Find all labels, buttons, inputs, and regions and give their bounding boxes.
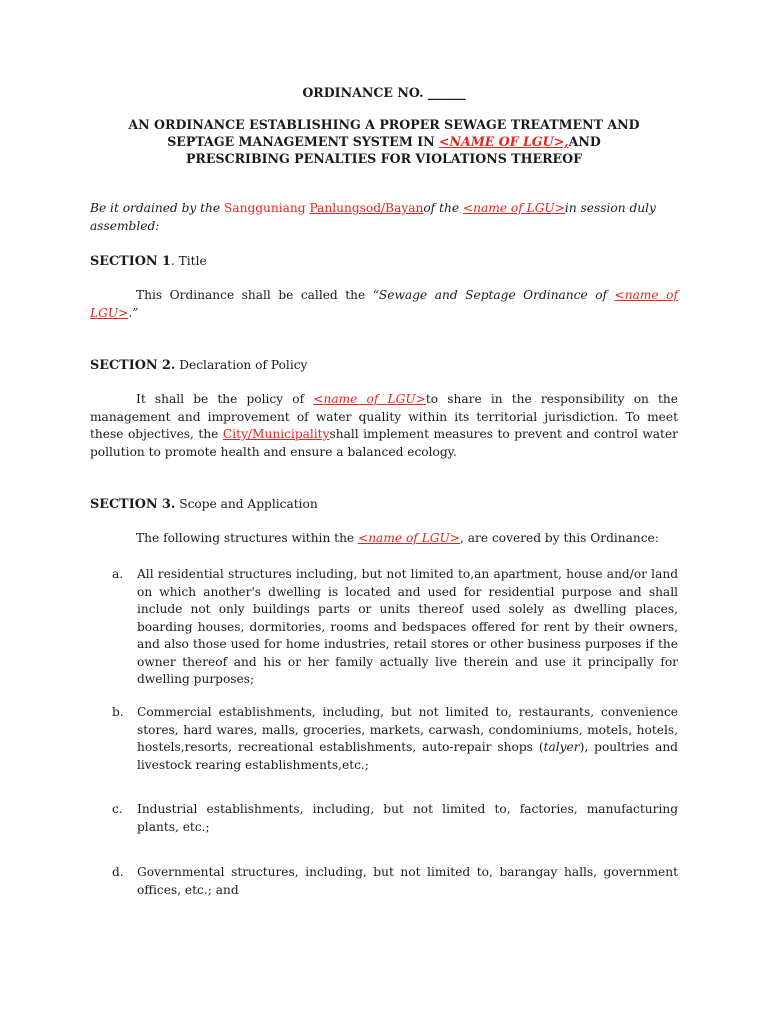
ordinance-number: ORDINANCE NO. ______ [302, 85, 466, 100]
ordinance-title [100, 116, 668, 167]
list-item-letter: b. [112, 705, 124, 719]
title-line-3: PRESCRIBING PENALTIES FOR VIOLATIONS THEREOF [185, 151, 583, 166]
preamble-text-3: in session duly assembled: [90, 201, 656, 233]
section-3-label: SECTION 3. [90, 497, 176, 512]
lgu-placeholder: <name of LGU> [90, 288, 678, 320]
preamble-text-2: of the [423, 201, 463, 215]
list-item-d [112, 864, 678, 899]
list-item-text [137, 704, 678, 774]
list-item-letter: c. [112, 802, 123, 816]
title-line-2 [100, 133, 668, 150]
list-item-c [112, 801, 678, 836]
talyer-term: talyer [543, 740, 580, 754]
section-1-heading [90, 253, 678, 271]
list-item-b-text-1: Commercial establishments, including, but not limited to, restaurants, convenience stores, hard wares, malls, groceries, markets, carwash, condominiums, motels, hotels, hostels,resorts, recreational establishments, auto-repair shops ( [137, 705, 678, 754]
panlungsod-placeholder: Panlungsod/Bayan [309, 201, 424, 215]
section-2-text-3: shall implement measures to prevent and control water pollution to promote health and ensure a balanced ecology. [90, 427, 678, 459]
list-item-letter: d. [112, 865, 124, 879]
section-3-intro [90, 530, 678, 548]
section-1-text: This Ordinance shall be called the [136, 288, 373, 302]
section-3-heading [90, 496, 678, 514]
section-3-title: Scope and Application [175, 497, 318, 511]
section-1-quote: “Sewage and Septage Ordinance of [372, 288, 615, 302]
section-2-title: Declaration of Policy [175, 358, 308, 372]
section-2-text-1: It shall be the policy of [136, 392, 314, 406]
section-2-heading [90, 357, 678, 375]
section-1-label: SECTION 1 [90, 254, 171, 269]
preamble-text-1: Be it ordained by the [90, 201, 224, 215]
title-line-1: AN ORDINANCE ESTABLISHING A PROPER SEWAGE TREATMENT AND [128, 117, 640, 132]
sangguniang-placeholder: Sangguniang [223, 201, 310, 215]
list-item-b-text-2: ), poultries and livestock rearing establishments,etc.; [137, 740, 678, 772]
title-line-2-end: AND [568, 134, 601, 149]
list-item-b [112, 704, 678, 774]
section-3-intro-end: , are covered by this Ordinance: [460, 531, 659, 545]
section-1-body [90, 287, 678, 322]
lgu-placeholder: <name of LGU> [358, 531, 461, 545]
city-municipality-placeholder: City/Municipality [222, 427, 330, 441]
lgu-placeholder: <NAME OF LGU>, [438, 134, 569, 149]
section-2-body [90, 391, 678, 461]
list-item-letter: a. [112, 567, 124, 581]
list-item-text: Governmental structures, including, but not limited to, barangay halls, government offices, etc.; and [137, 865, 678, 897]
section-2-label: SECTION 2. [90, 358, 176, 373]
list-item-text: All residential structures including, but not limited to,an apartment, house and/or land on which another's dwelling is located and used for residential purpose and shall include not only buildings parts or units thereof used solely as dwelling places, boarding houses, dormitories, rooms and bedspaces offered for rent by their owners, and also those used for home industries, retail stores or other business purposes if the owner thereof and his or her family actually live therein and use it principally for dwelling purposes; [137, 567, 678, 686]
title-line-2-text: SEPTAGE MANAGEMENT SYSTEM IN [167, 134, 439, 149]
section-1-quote-end: .” [128, 305, 139, 320]
lgu-placeholder: <name of LGU> [313, 392, 426, 406]
lgu-placeholder: <name of LGU> [462, 201, 565, 215]
section-3-intro-text: The following structures within the [136, 531, 358, 545]
list-item-text: Industrial establishments, including, but not limited to, factories, manufacturing plants, etc.; [137, 802, 678, 834]
section-1-title: . Title [170, 254, 207, 268]
section-2-text-2: to share in the responsibility on the management and improvement of water quality within its territorial jurisdiction. To meet these objectives, the [90, 392, 678, 441]
preamble [90, 200, 678, 235]
list-item-a [112, 566, 678, 689]
